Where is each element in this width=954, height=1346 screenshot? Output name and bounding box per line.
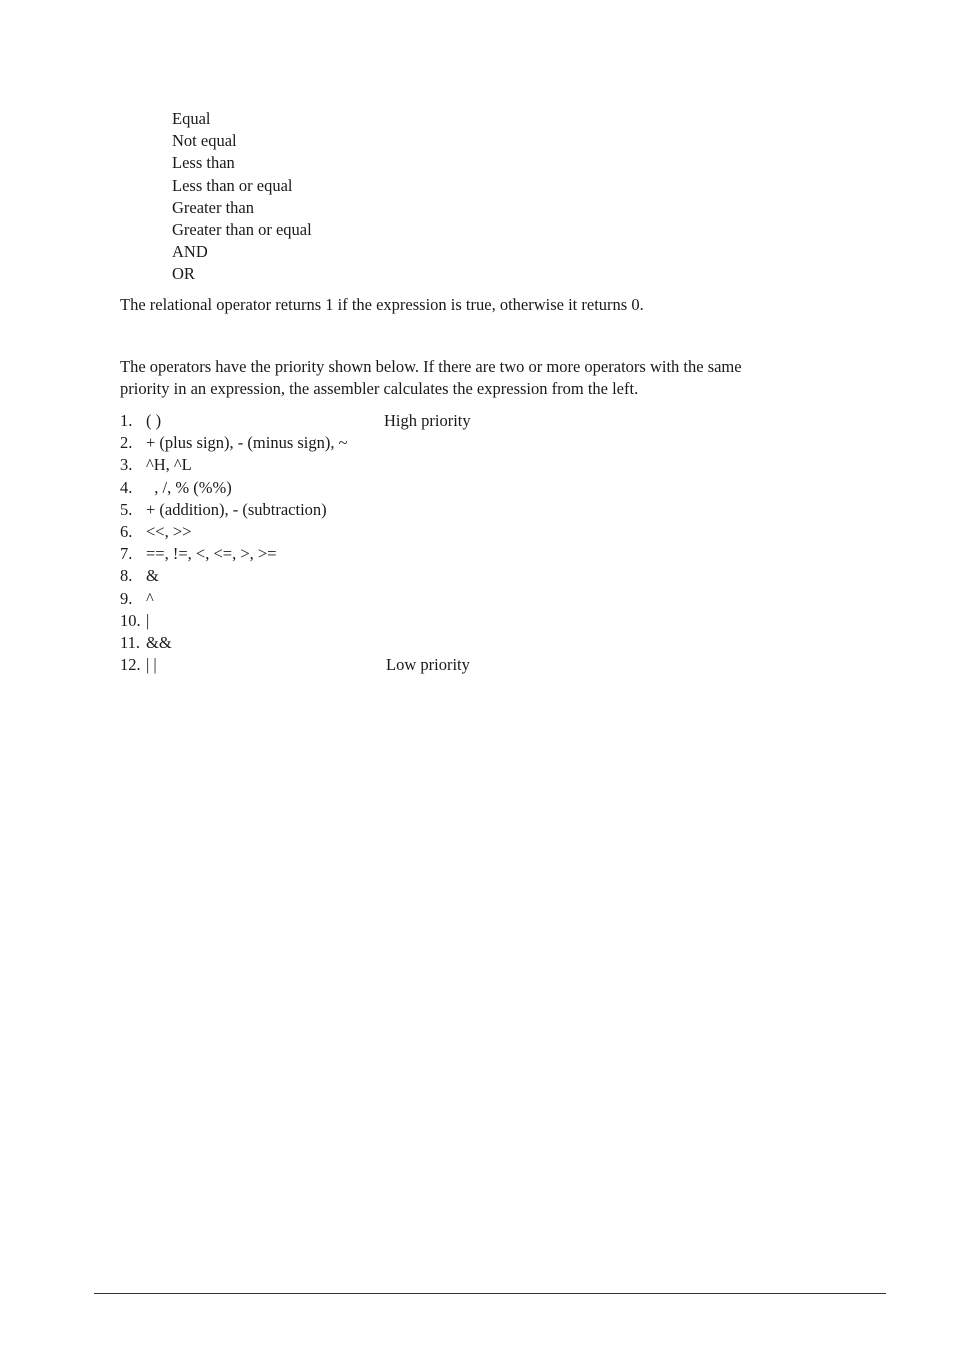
- priority-item: [120, 588, 540, 610]
- priority-item: [120, 654, 540, 676]
- priority-operators: + (plus sign), - (minus sign), ~: [146, 433, 348, 453]
- operator-name: Less than: [172, 153, 235, 173]
- priority-number: 4.: [120, 477, 133, 497]
- priority-operators: ^: [146, 588, 154, 608]
- priority-intro-line: priority in an expression, the assembler calculates the expression from the left.: [120, 379, 639, 398]
- priority-operators: ==, !=, <, <=, >, >=: [146, 544, 277, 564]
- footer-divider: [94, 1293, 886, 1294]
- priority-number: 11.: [120, 632, 141, 652]
- priority-number: 5.: [120, 499, 133, 519]
- priority-operators: ^H, ^L: [146, 455, 192, 475]
- operator-name: Greater than: [172, 197, 254, 217]
- priority-item: [120, 454, 540, 476]
- priority-item: [120, 410, 540, 432]
- priority-item: [120, 610, 540, 632]
- priority-number: 2.: [120, 433, 133, 453]
- operator-name: Not equal: [172, 131, 237, 151]
- priority-operators: | |: [146, 655, 157, 675]
- priority-number: 10.: [120, 610, 141, 630]
- operator-name: Greater than or equal: [172, 219, 312, 239]
- priority-operators: &: [146, 566, 159, 586]
- priority-operators: &&: [146, 632, 172, 652]
- high-priority-label: High priority: [384, 411, 471, 430]
- priority-number: 12.: [120, 655, 141, 675]
- priority-item: [120, 477, 540, 499]
- priority-operators: |: [146, 610, 150, 630]
- priority-number: 1.: [120, 411, 133, 430]
- priority-intro: [120, 356, 742, 400]
- priority-operators: ( ): [146, 411, 162, 430]
- priority-item: [120, 432, 540, 454]
- operator-name: Equal: [172, 109, 211, 128]
- priority-operators: <<, >>: [146, 521, 192, 541]
- priority-number: 6.: [120, 521, 133, 541]
- relational-note: The relational operator returns 1 if the expression is true, otherwise it returns 0.: [120, 295, 644, 314]
- operator-name: Less than or equal: [172, 175, 293, 195]
- priority-list: [120, 410, 540, 676]
- priority-number: 7.: [120, 544, 133, 564]
- priority-item: [120, 521, 540, 543]
- priority-intro-line: The operators have the priority shown below. If there are two or more operators with the same: [120, 357, 742, 376]
- priority-item: [120, 499, 540, 521]
- priority-number: 8.: [120, 566, 133, 586]
- priority-item: [120, 543, 540, 565]
- priority-operators: , /, % (%%): [146, 477, 232, 497]
- priority-number: 9.: [120, 588, 133, 608]
- operator-name-list: [172, 108, 312, 286]
- priority-number: 3.: [120, 455, 133, 475]
- priority-item: [120, 632, 540, 654]
- low-priority-label: Low priority: [386, 655, 470, 675]
- priority-item: [120, 565, 540, 587]
- operator-name: OR: [172, 264, 195, 284]
- priority-operators: + (addition), - (subtraction): [146, 499, 327, 519]
- operator-name: AND: [172, 242, 208, 262]
